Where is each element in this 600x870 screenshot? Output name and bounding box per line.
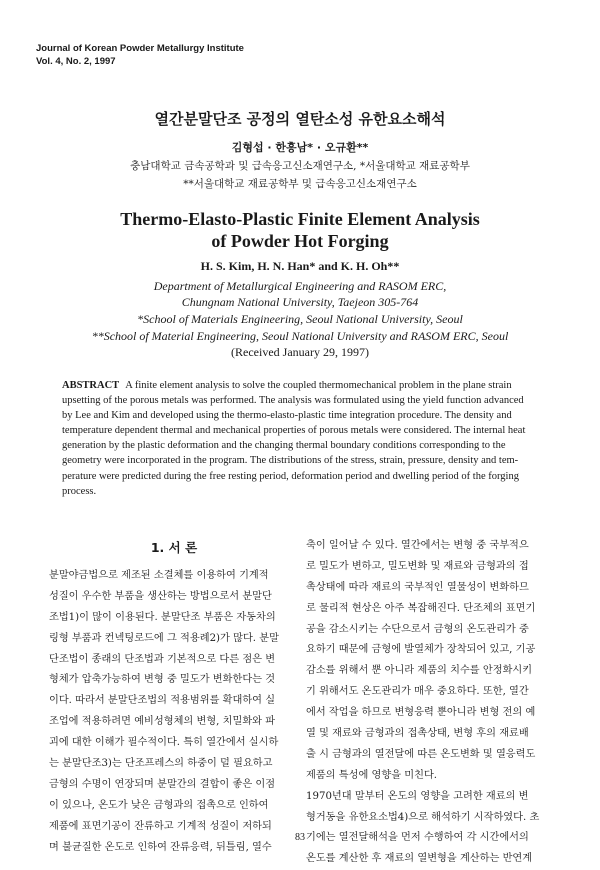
received-date: (Received January 29, 1997): [231, 345, 369, 359]
english-affiliation-line: Chungnam National University, Taejeon 305-764: [181, 295, 419, 309]
journal-header: [36, 42, 244, 68]
body-line: 단조법이 종래의 단조법과 기본적으로 다른 점은 변: [49, 653, 276, 665]
english-affiliation-line: **School of Material Engineering, Seoul National University and RASOM ERC, Seoul: [91, 329, 509, 343]
korean-authors: 김형섭 · 한흥남* · 오규환**: [231, 141, 369, 154]
korean-affiliation-line: **서울대학교 재료공학부 및 급속응고신소재연구소: [183, 178, 417, 190]
body-line: 출 시 금형과의 열전달에 따른 온도변화 및 열응력도: [306, 748, 536, 760]
body-line: 온도를 계산한 후 재료의 열변형을 계산하는 반연계: [306, 853, 533, 865]
body-line: 로 물리적 현상은 아주 복잡해진다. 단조체의 표면기: [306, 602, 536, 614]
abstract-line: perature were predicted during the free resting period, deformation period and dwelling period of the forging: [62, 470, 519, 482]
abstract-line: generation by the plastic deformation and the changing thermal boundary conditions corresponding to the: [62, 440, 506, 452]
body-line: 제품의 특성에 영향을 미친다.: [306, 769, 438, 781]
body-line: 이 있으나, 온도가 낮은 금형과의 접촉으로 인하여: [49, 799, 269, 811]
abstract-line: geometry were incorporated in the program. The distributions of the stress, strain, pressure, density and tem-: [62, 455, 519, 467]
journal-volume: Vol. 4, No. 2, 1997: [36, 56, 116, 67]
body-line: 분말야금법으로 제조된 소결체를 이용하여 기계적: [49, 570, 269, 581]
body-line: 감소를 위해서 뿐 아니라 제품의 치수를 안정화시키: [306, 665, 533, 677]
body-line: 금형의 수명이 연장되며 분말간의 결합이 좋은 이점: [49, 778, 276, 790]
body-line: 축이 일어날 수 있다. 열간에서는 변형 중 국부적으: [306, 540, 529, 551]
english-title-line: Thermo-Elasto-Plastic Finite Element Analysis: [120, 209, 480, 229]
english-title-line: of Powder Hot Forging: [211, 231, 389, 251]
journal-name: Journal of Korean Powder Metallurgy Institute: [36, 43, 244, 54]
body-line: 형거동을 유한요소법4)으로 해석하기 시작하였다. 초: [306, 811, 540, 823]
body-line: 형체가 압축가능하여 변형 중 밀도가 변화한다는 것: [49, 674, 276, 686]
body-line: 성질이 우수한 부품을 생산하는 방법으로서 분말단: [49, 590, 272, 602]
body-line: 조업에 적용하려면 예비성형체의 변형, 치밀화와 파: [49, 716, 276, 728]
body-line: 는 분말단조3)는 단조프레스의 하중이 덜 필요하고: [49, 758, 273, 770]
body-line: 며 불균질한 온도로 인하여 잔류응력, 뒤틀림, 열수: [49, 841, 272, 853]
abstract: [62, 378, 536, 499]
body-line: 이다. 따라서 분말단조법의 적용범위를 확대하여 실: [49, 695, 276, 707]
body-line: 기에는 열전달해석을 먼저 수행하여 각 시간에서의: [306, 832, 529, 844]
body-line: 공을 감소시키는 수단으로서 금형의 온도관리가 중: [306, 623, 529, 635]
page-number: 83: [295, 832, 305, 843]
body-line: 1970년대 말부터 온도의 영향을 고려한 재료의 변: [306, 790, 529, 802]
body-line: 에서 작업을 하므로 변형응력 뿐아니라 변형 전의 예: [306, 707, 536, 719]
body-line: 링형 부품과 컨넥팅로드에 그 적용례2)가 많다. 분말: [49, 632, 279, 644]
abstract-label: ABSTRACT: [62, 380, 120, 391]
abstract-line: [62, 378, 536, 393]
body-line: 제품에 표면기공이 잔류하고 기계적 성질이 저하되: [49, 820, 272, 832]
abstract-line: upsetting of the porous metals was performed. The analysis was formulated using the yield function advanced: [62, 395, 524, 407]
english-authors: H. S. Kim, H. N. Han* and K. H. Oh**: [200, 259, 400, 273]
abstract-line: temperature dependent thermal and mechanical properties of porous metals were considered. The internal heat: [62, 425, 526, 437]
right-column: [306, 536, 556, 870]
korean-affiliation-line: 충남대학교 금속공학과 및 급속응고신소재연구소, *서울대학교 재료공학부: [130, 160, 470, 172]
english-title: [0, 208, 600, 252]
left-column: [49, 536, 299, 858]
body-line: 요하기 때문에 금형에 발열체가 장착되어 있고, 기공: [306, 644, 536, 656]
section-heading: 1. 서 론: [150, 540, 198, 555]
body-line: 괴에 대한 이해가 필수적이다. 특히 열간에서 실시하: [49, 737, 279, 749]
body-line: 기 위해서도 온도관리가 매우 중요하다. 또한, 열간: [306, 686, 529, 698]
abstract-text: A finite element analysis to solve the coupled thermomechanical problem in the plane strain: [125, 380, 512, 391]
english-affiliation-line: *School of Materials Engineering, Seoul National University, Seoul: [137, 312, 463, 326]
body-line: 조법1)이 많이 이용된다. 분말단조 부품은 자동차의: [49, 611, 276, 623]
abstract-line: by Lee and Kim and developed using the thermo-elasto-plastic time integration procedure. The density and: [62, 410, 512, 422]
body-line: 촉상태에 따라 재료의 국부적인 열물성이 변화하므: [306, 581, 529, 593]
english-affiliation-line: Department of Metallurgical Engineering and RASOM ERC,: [153, 279, 447, 293]
korean-title: 열간분말단조 공정의 열탄소성 유한요소해석: [154, 110, 446, 128]
abstract-line: process.: [62, 485, 97, 497]
body-line: 로 밀도가 변하고, 밀도변화 및 재료와 금형과의 접: [306, 560, 529, 572]
body-line: 열 및 재료와 금형과의 접촉상태, 변형 후의 재료배: [306, 728, 529, 740]
